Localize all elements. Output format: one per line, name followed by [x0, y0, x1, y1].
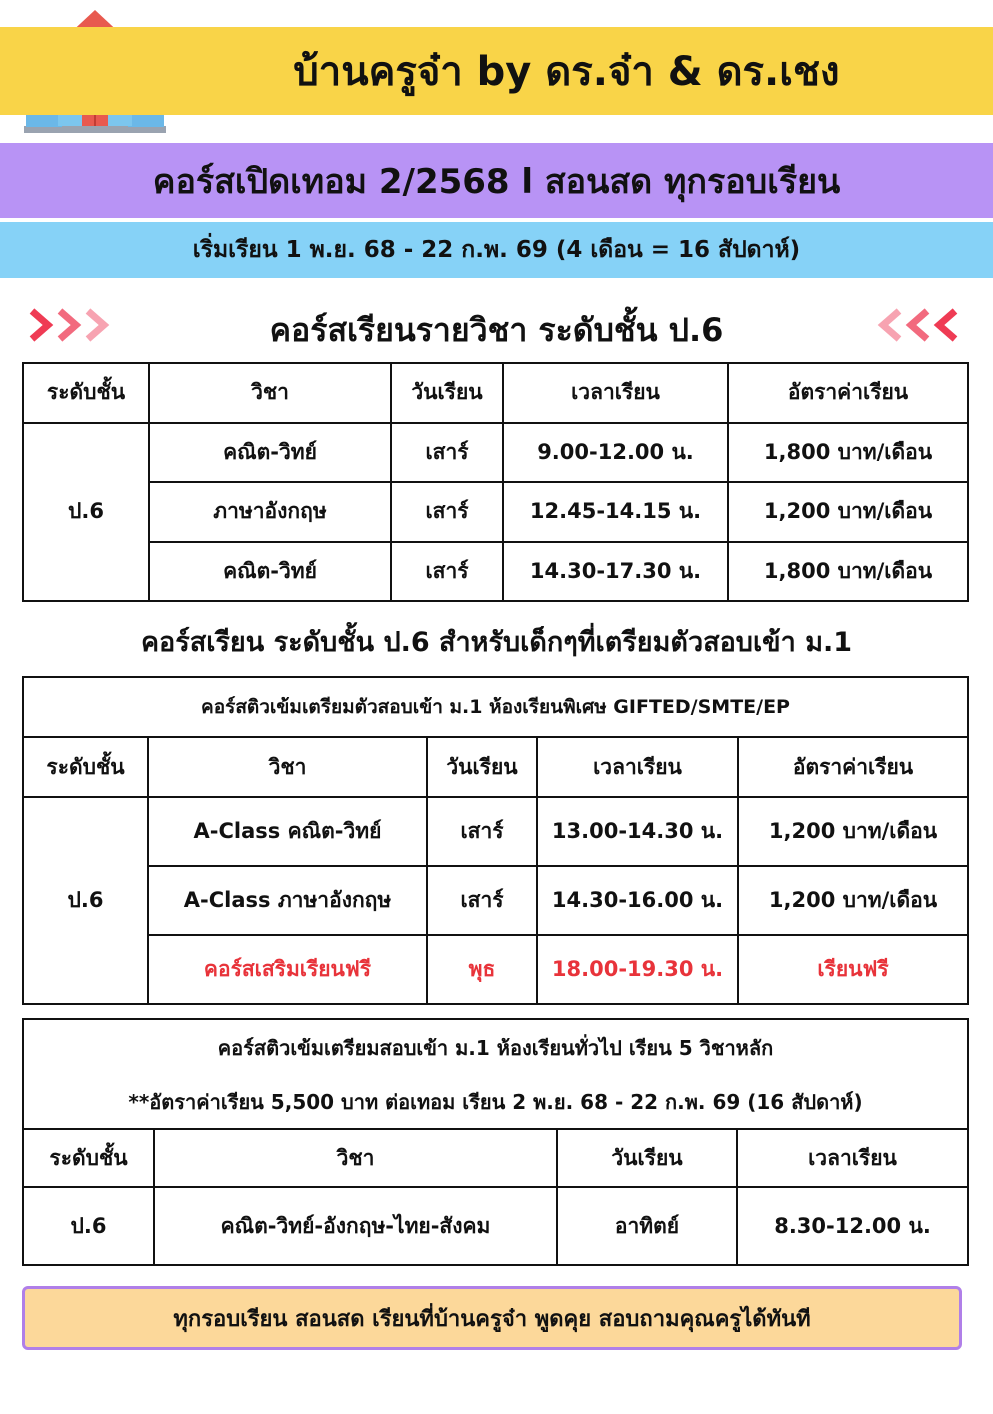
title-banner	[0, 27, 993, 115]
time-cell: 8.30-12.00 น.	[737, 1187, 968, 1265]
fee-cell: 1,200 บาท/เดือน	[738, 866, 968, 935]
header-fee: อัตราค่าเรียน	[728, 363, 968, 423]
table-row	[23, 542, 968, 602]
table-caption-row	[23, 1019, 968, 1075]
day-cell: เสาร์	[391, 482, 503, 542]
level-cell: ป.6	[23, 423, 149, 602]
table-row-free	[23, 935, 968, 1004]
time-cell: 14.30-16.00 น.	[537, 866, 738, 935]
header-day: วันเรียน	[557, 1129, 737, 1187]
day-cell: พุธ	[427, 935, 537, 1004]
table-caption: คอร์สติวเข้มเตรียมสอบเข้า ม.1 ห้องเรียนทั่วไป เรียน 5 วิชาหลัก	[23, 1019, 968, 1075]
header-subject: วิชา	[154, 1129, 557, 1187]
subject-cell: A-Class ภาษาอังกฤษ	[148, 866, 427, 935]
table-row	[23, 1187, 968, 1265]
fee-cell: 1,200 บาท/เดือน	[738, 797, 968, 866]
fee-cell: 1,200 บาท/เดือน	[728, 482, 968, 542]
table-caption-row	[23, 677, 968, 737]
fee-cell: 1,800 บาท/เดือน	[728, 542, 968, 602]
fee-cell: เรียนฟรี	[738, 935, 968, 1004]
table-row	[23, 797, 968, 866]
header-subject: วิชา	[148, 737, 427, 797]
table-row	[23, 423, 968, 483]
table-header-row	[23, 1129, 968, 1187]
time-cell: 18.00-19.30 น.	[537, 935, 738, 1004]
footer-text: ทุกรอบเรียน สอนสด เรียนที่บ้านครูจ๋า พูดคุย สอบถามคุณครูได้ทันที	[173, 1306, 811, 1332]
exam-prep-general-table	[22, 1018, 969, 1266]
footer-note	[22, 1286, 962, 1350]
subject-cell: คณิต-วิทย์-อังกฤษ-ไทย-สังคม	[154, 1187, 557, 1265]
level-cell: ป.6	[23, 797, 148, 1004]
course-dates: เริ่มเรียน 1 พ.ย. 68 - 22 ก.พ. 69 (4 เดือน = 16 สัปดาห์)	[192, 237, 801, 263]
header-time: เวลาเรียน	[537, 737, 738, 797]
subject-cell: ภาษาอังกฤษ	[149, 482, 391, 542]
time-cell: 12.45-14.15 น.	[503, 482, 728, 542]
time-cell: 13.00-14.30 น.	[537, 797, 738, 866]
header-day: วันเรียน	[427, 737, 537, 797]
fee-cell: 1,800 บาท/เดือน	[728, 423, 968, 483]
header-level: ระดับชั้น	[23, 1129, 154, 1187]
subject-cell: คณิต-วิทย์	[149, 423, 391, 483]
header-time: เวลาเรียน	[503, 363, 728, 423]
header-time: เวลาเรียน	[737, 1129, 968, 1187]
day-cell: เสาร์	[427, 866, 537, 935]
table-note-row	[23, 1075, 968, 1129]
subtitle-banner	[0, 143, 993, 218]
day-cell: เสาร์	[391, 542, 503, 602]
header-subject: วิชา	[149, 363, 391, 423]
subject-cell: คณิต-วิทย์	[149, 542, 391, 602]
table-header-row	[23, 363, 968, 423]
table-caption: คอร์สติวเข้มเตรียมตัวสอบเข้า ม.1 ห้องเรียนพิเศษ GIFTED/SMTE/EP	[23, 677, 968, 737]
page-title: บ้านครูจ๋า by ดร.จ๋า & ดร.เชง	[293, 49, 840, 95]
day-cell: เสาร์	[427, 797, 537, 866]
table-row	[23, 482, 968, 542]
level-cell: ป.6	[23, 1187, 154, 1265]
header-day: วันเรียน	[391, 363, 503, 423]
header-fee: อัตราค่าเรียน	[738, 737, 968, 797]
page-subtitle: คอร์สเปิดเทอม 2/2568 l สอนสด ทุกรอบเรียน	[152, 161, 841, 202]
time-cell: 9.00-12.00 น.	[503, 423, 728, 483]
exam-prep-special-table	[22, 676, 969, 1005]
table-row	[23, 866, 968, 935]
table-header-row	[23, 737, 968, 797]
day-cell: เสาร์	[391, 423, 503, 483]
header-level: ระดับชั้น	[23, 737, 148, 797]
section2-title: คอร์สเรียน ระดับชั้น ป.6 สำหรับเด็กๆที่เตรียมตัวสอบเข้า ม.1	[140, 627, 853, 658]
header-level: ระดับชั้น	[23, 363, 149, 423]
table-note: **อัตราค่าเรียน 5,500 บาท ต่อเทอม เรียน 2 พ.ย. 68 - 22 ก.พ. 69 (16 สัปดาห์)	[23, 1075, 968, 1129]
subject-course-table	[22, 362, 969, 602]
time-cell: 14.30-17.30 น.	[503, 542, 728, 602]
subject-cell: คอร์สเสริมเรียนฟรี	[148, 935, 427, 1004]
section1-title: คอร์สเรียนรายวิชา ระดับชั้น ป.6	[269, 311, 724, 349]
dates-banner	[0, 222, 993, 278]
day-cell: อาทิตย์	[557, 1187, 737, 1265]
subject-cell: A-Class คณิต-วิทย์	[148, 797, 427, 866]
